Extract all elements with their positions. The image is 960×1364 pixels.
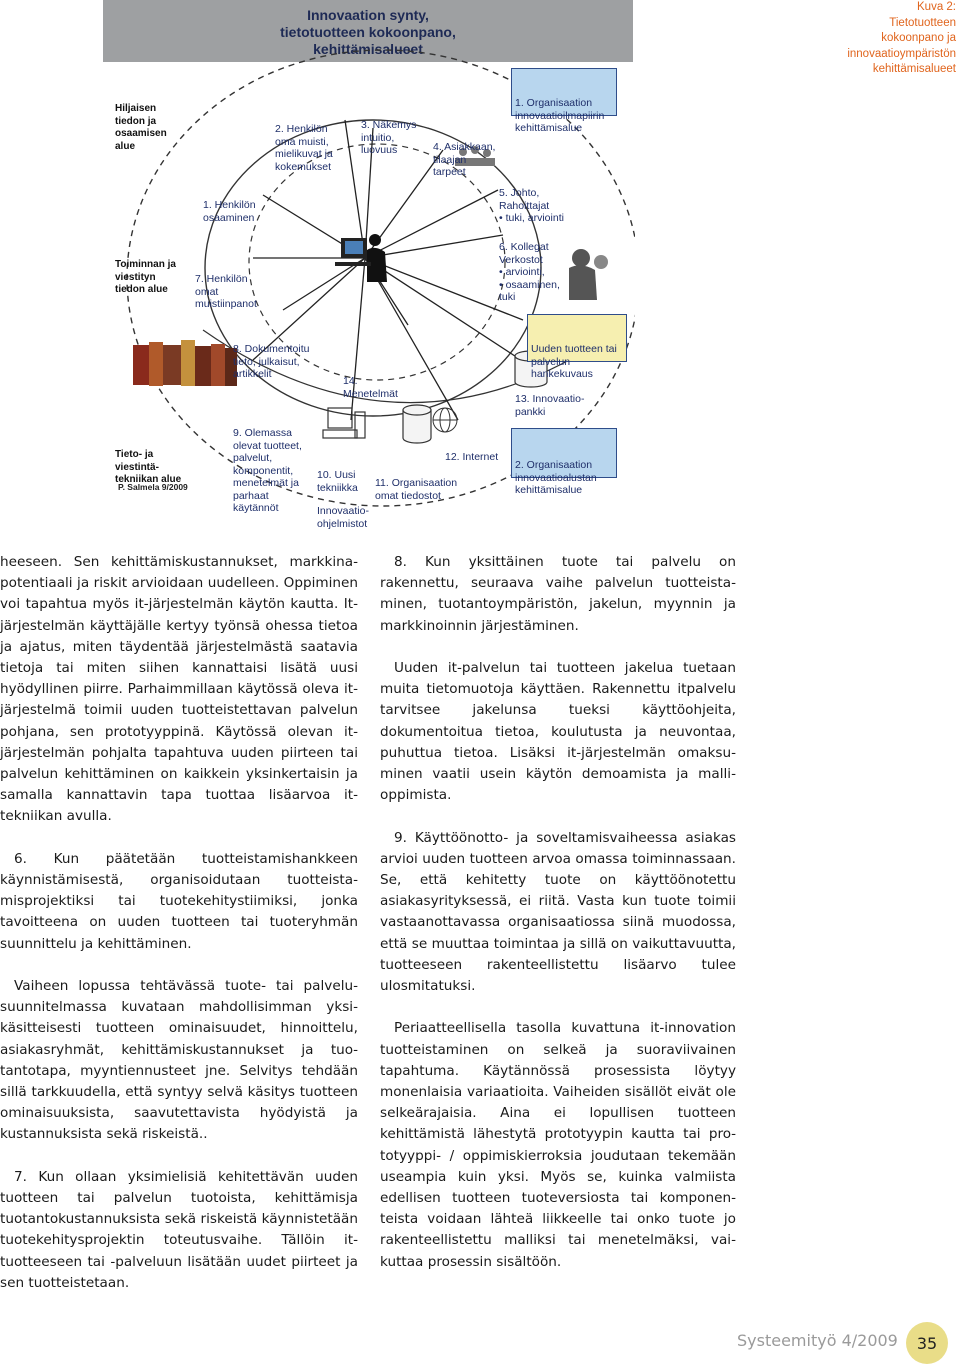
caption-line: Tietotuotteen (889, 16, 956, 29)
action-knowledge-label: Toiminnan ja viestityn tiedon alue (115, 259, 176, 295)
caption-line: kokoonpano ja (881, 32, 956, 44)
paragraph: heeseen. Sen kehittämiskustannukset, markkinapotentiaali ja riskit arvioidaan uudelleen. Oppiminen voi tapahtua myös it-järjestelmän käytön kautta. It-järjestelmän käyttäjälle kertyy työnsä ohessa tietoa ja ajatus, miten täydentää järjestelmästä saatavia tietoja tai miten siihen kannattaisi lisätä uusi hyödyllinen piirre. Parhaimmillaan käytössä oleva it-järjestelmä toimii uuden tuotteistettavan palvelun pohjana, sen prototyyppinä. Käytössä olevan it-järjestelmän pohjalta tapahtuva uuden piirteen tai palvelun kehittäminen on kaikkein yksinkertaisin ja samalla kannattavin tapa tuottaa lisäarvoa it-tekniikan avulla. (0, 554, 358, 825)
left-text-column (0, 552, 358, 1315)
caption-line: innovaatioympäristön (847, 47, 956, 60)
tacit-knowledge-label: Hiljaisen tiedon ja osaamisen alue (115, 103, 167, 152)
node-13: 13. Innovaatio- pankki (515, 393, 585, 418)
diagram-title-line-1: Innovaation synty, (307, 7, 429, 23)
node-3: 3. Näkemys intuitio, luovuus (361, 119, 417, 156)
caption-line: kehittämisalueet (872, 63, 956, 75)
paragraph: 9. Käyttöönotto- ja soveltamisvaiheessa asiakas arvioi uuden tuotteen arvoa omassa toiminnassaan. Se, että kehitetty tuote on käyttöönotettu asiakasyrityksessä, ei riitä. Vasta kun tuote toimii vastaanottavassa organisaatiossa siinä muodossa, että se muuttaa toimintaa ja sillä on vaikuttavuutta, tuotteeseen rakenteellistettu lisäarvo tulee ulosmitatuksi. (380, 829, 736, 995)
node-11: 11. Organisaation omat tiedostot (375, 477, 458, 502)
node-product-plan: Uuden tuotteen tai palvelun hankekuvaus (531, 343, 617, 380)
central-person-icon (335, 234, 387, 282)
paragraph: Vaiheen lopussa tehtävässä tuote- tai palvelusuunnitelmassa kuvataan mahdollisimman yksikäsitteisesti tuotteen ominaisuudet, hinnoittelu, asiakasryhmät, kehittämiskustannukset ja tuotantotapa, myyntiennusteet jne. Selvitys tehdään sillä tarkkuudella, että syntyy selvä käsitys tuotteen ominaisuuksista, saavutettavista hyödyistä ja kustannuksista sekä riskeistä.. (0, 978, 358, 1143)
paragraph: Uuden it-palvelun tai tuotteen jakelua tuetaan muita tietomuotoja käyttäen. Rakennettu itpalvelu tarvitsee jakelunsa tueksi käyttöohjeita, dokumentoitua tietoa, koulutusta ja neuvontaa, puhuttua tietoa. Lisäksi it-järjestelmän omaksuminen vaatii usein käytön demoamista ja mallioppimista. (380, 660, 736, 804)
caption-line: Kuva 2: (917, 1, 956, 13)
figure-caption (806, 0, 956, 78)
node-2-org: 2. Organisaation innovaatioalustan kehittämisalue (515, 459, 597, 496)
node-2-person: 2. Henkilön oma muisti, mielikuvat ja kokemukset (275, 123, 333, 173)
paragraph: 6. Kun päätetään tuotteistamishankkeen käynnistämisestä, organisoidutaan tuotteistamisprojektiksi tai tuotekehitystiimiksi, jonka tavoitteena on uuden tuotteen tai tuoteryhmän suunnittelu ja kehittäminen. (0, 850, 358, 952)
node-14: 14. Menetelmät (343, 375, 398, 400)
colleagues-icon (569, 249, 608, 300)
diagram-credit: P. Salmela 9/2009 (118, 482, 188, 492)
node-innovation-software: Innovaatio- ohjelmistot (317, 505, 369, 530)
page-number: 35 (906, 1322, 948, 1364)
diagram-title-line-2: tietotuotteen kokoonpano, (280, 24, 456, 40)
node-4: 4. Asiakkaan, tilaajan tarpeet (433, 141, 496, 178)
publication-name: Systeemityö 4/2009 (737, 1331, 898, 1350)
node-9: 9. Olemassa olevat tuotteet, palvelut, komponentit, menetelmät ja parhaat käytännöt (233, 427, 302, 514)
node-12: 12. Internet (445, 451, 499, 463)
it-area-label: Tieto- ja viestintä- tekniikan alue (115, 449, 182, 485)
node-1-person: 1. Henkilön osaaminen (203, 199, 256, 224)
node-6: 6. Kollegat Verkostot • arviointi, • osaaminen, tuki (499, 241, 560, 303)
node-1-org: 1. Organisaation innovaatioilmapiirin kehittämisalue (515, 97, 605, 134)
database-icon-11 (403, 405, 431, 443)
node-7: 7. Henkilön omat muistiinpanot (195, 273, 257, 310)
innovation-diagram (103, 0, 635, 530)
books-icon (133, 340, 237, 386)
paragraph: 8. Kun yksittäinen tuote tai palvelu on rakennettu, seuraava vaihe palvelun tuotteistaminen, tuotantoympäristön, jakelun, myynnin ja markkinoinnin järjestäminen. (380, 554, 736, 634)
paragraph: 7. Kun ollaan yksimielisiä kehitettävän uuden tuotteen tai palvelun tuotoista, kehittämisja tuotantokustannuksista sekä riskeistä käynnistetään tuotekehitysprojektin toteutusvaihe. Tällöin it-tuotteeseen tai -palveluun lisätään uudet piirteet ja sen tuotteistetaan. (0, 1168, 358, 1291)
diagram-title-line-3: kehittämisalueet (313, 41, 423, 57)
paragraph: Periaatteellisella tasolla kuvattuna it-innovation tuotteistaminen on selkeä ja suoraviivainen tapahtuma. Käytännössä prosessista löytyy monenlaisia variaatioita. Vaiheiden sisällöt eivät ole selkeärajaisia. Aina ei lopullisen tuotteen kehittämistä lähestytä prototyypin kautta tai prototyyppi- / oppimiskierroksia joudutaan tekemään useampia kuin yksi. Myös se, kuinka valmiista edellisen tuotteen tuoteversiosta tai komponenteista voidaan lähteä liikkeelle tai onko tuote jo rakenteellistettu malliksi tai menetelmäksi, vaikuttaa prosessin sisältöön. (380, 1020, 736, 1270)
node-8: 8. Dokumentoitu tieto, julkaisut, artikkelit (233, 343, 310, 380)
node-10: 10. Uusi tekniikka (317, 469, 358, 494)
node-5: 5. Johto, Rahoittajat • tuki, arviointi (499, 187, 564, 224)
right-text-column (380, 552, 736, 1294)
